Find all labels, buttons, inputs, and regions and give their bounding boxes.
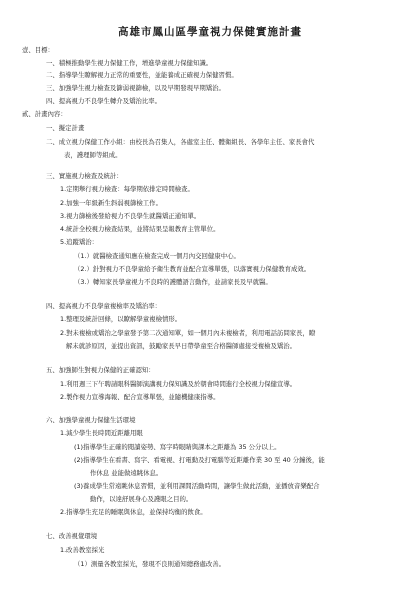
plan-item-text: 表，護理師等組成。 (64, 151, 122, 159)
sub-list-item: （1.）就醫檢查通知應在檢查完成一個月內交回健康中心。 (74, 252, 240, 260)
sub-list-item-continued: 動作，以達舒展身心及護眼之目的。 (90, 495, 193, 503)
list-item: 4.統計全校視力檢查結果，並將結果呈報教育主管單位。 (60, 225, 220, 233)
goal-item: 一、積極推動學生視力保健工作，增進學童視力保健知識。 (46, 59, 213, 67)
sub-list-item: （2.）針對視力不良學童給予衛生教育並配合宣導單張，以落實視力保健教育成效。 (74, 265, 311, 273)
list-item: 1.利用週三下午聘請眼科醫師演講視力保知識及於朝會時間進行全校視力保健宣導。 (60, 380, 297, 388)
list-item: 2.對未複檢或矯治之學童發予第二次通知單，如一個月內未複檢者，利用電話訪問家長，瞭 (60, 329, 316, 337)
section-heading-plan: 貳、計畫內容： (22, 110, 67, 118)
sub-list-item-continued: 作休息 並能做遠眺休息。 (90, 469, 163, 477)
document-title: 高雄市鳳山區學童視力保健實施計畫 (118, 26, 302, 38)
plan-item-heading: 三、實施視力檢查及統計： (46, 172, 123, 180)
plan-item-heading: 一、擬定計畫 (46, 124, 85, 132)
sub-list-item: (1)指導學生正確的閱讀姿勢、寫字時眼睛與課本之距離為 35 公分以上。 (74, 443, 281, 451)
goal-item: 四、提高視力不良學生轉介及矯治比率。 (46, 97, 162, 105)
plan-item-heading: 四、提高視力不良學童複檢率及矯治率： (46, 302, 162, 310)
list-item-continued: 解未就診原因，並提出資訊，鼓勵家長早日帶學童至合格醫師處接受複檢及矯治。 (66, 342, 297, 350)
list-item: 1.減少學生長時間近距離用眼 (60, 429, 143, 437)
plan-item-heading: 六、加強學童視力保健生活環境 (46, 416, 136, 424)
sub-list-item: (3)養成學生常遠眺休息習慣，並利用課間活動時間，讓學生做此活動，並播放音樂配合 (74, 482, 320, 490)
list-item: 2.指導學生充足的睡眠與休息，並保持均衡的飲食。 (60, 508, 207, 516)
list-item: 5.追蹤矯治： (60, 238, 99, 246)
goal-item: 三、加強學生視力檢查及篩弱視篩檢，以及早期發現早期矯治。 (46, 84, 225, 92)
goal-item: 二、指導學生瞭解視力正常的重要性，並能養成正確視力保健習慣。 (46, 71, 238, 79)
list-item: 1.改善教室採光 (60, 546, 105, 554)
list-item: 1.整理及統計回條，以瞭解學童複檢情形。 (60, 315, 182, 323)
plan-item-text: 二、成立視力保健工作小組：由校長為召集人，各處室主任、體衛組長、各學年主任、家長會代 (46, 138, 315, 146)
sub-list-item: （3.）轉知家長學童視力不良時的護體語言動作，並請家長及早就醫。 (74, 278, 272, 286)
sub-list-item: （1）測量各教室採光，發現不良則通知總務處改善。 (74, 560, 226, 568)
section-heading-goals: 壹、目標： (22, 46, 54, 54)
plan-item-heading: 五、加強師生對視力保健的正確認知： (46, 366, 155, 374)
list-item: 1.定期舉行視力檢查：每學期依排定時間檢查。 (60, 185, 194, 193)
list-item: 2.加強一年級新生斜弱視篩檢工作。 (60, 199, 162, 207)
list-item: 2.製作視力宣導海報、配合宣導單張，並隨機健康指導。 (60, 393, 220, 401)
plan-item-heading: 七、改善視覺環境 (46, 532, 98, 540)
sub-list-item: (2)指導學生在看書、寫字、看電視、打電動及打電腦等近距離作業 30 至 40 分鐘後，能 (74, 456, 325, 464)
list-item: 3.視力篩檢後發給視力不良學生就醫矯正通知單。 (60, 212, 201, 220)
